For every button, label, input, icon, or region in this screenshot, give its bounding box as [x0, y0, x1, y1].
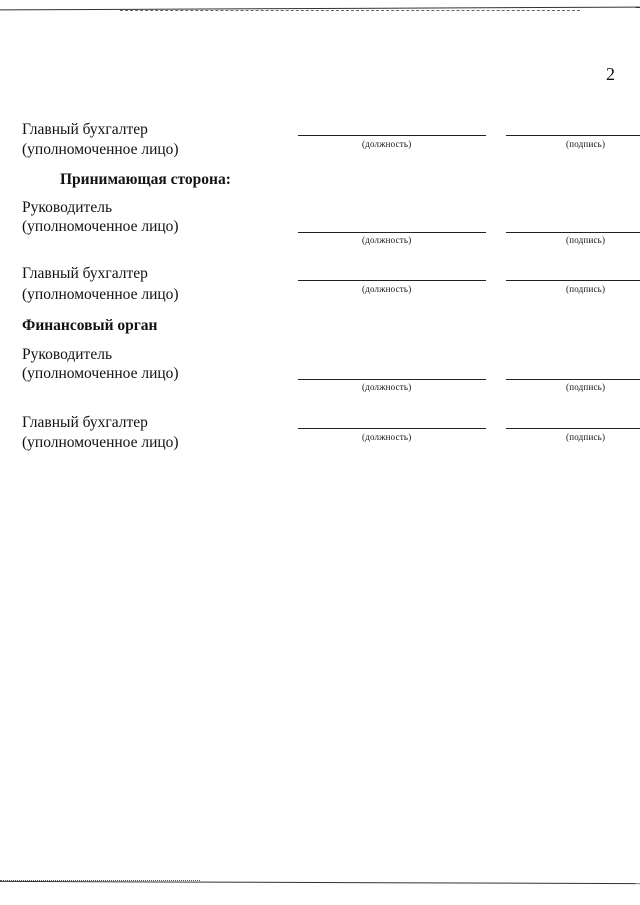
financial-body-heading: Финансовый орган [22, 317, 158, 334]
position-field[interactable] [298, 379, 486, 380]
position-field[interactable] [298, 428, 486, 429]
position-caption: (должность) [362, 432, 412, 442]
signature-field[interactable] [506, 280, 640, 281]
signatory-title: Руководитель [22, 346, 113, 363]
signature-caption: (подпись) [566, 284, 606, 294]
position-field[interactable] [298, 135, 486, 136]
signature-field[interactable] [506, 379, 640, 380]
signature-field[interactable] [506, 232, 640, 233]
position-caption: (должность) [362, 139, 412, 149]
scan-edge-top-noise [120, 10, 580, 11]
signatory-subtitle: (уполномоченное лицо) [22, 141, 179, 158]
signature-caption: (подпись) [566, 432, 606, 442]
signatory-title: Руководитель [22, 199, 113, 216]
signature-caption: (подпись) [566, 139, 606, 149]
signatory-subtitle: (уполномоченное лицо) [22, 434, 179, 451]
position-caption: (должность) [362, 382, 412, 392]
signature-caption: (подпись) [566, 235, 606, 245]
position-field[interactable] [298, 232, 486, 233]
scan-edge-bottom-noise [0, 880, 200, 881]
position-caption: (должность) [362, 235, 412, 245]
signatory-title: Главный бухгалтер [22, 414, 148, 431]
signatory-subtitle: (уполномоченное лицо) [22, 365, 179, 382]
receiving-party-heading: Принимающая сторона: [60, 171, 231, 188]
signatory-subtitle: (уполномоченное лицо) [22, 286, 179, 303]
page-number: 2 [606, 64, 615, 84]
scan-edge-bottom [0, 881, 640, 884]
position-caption: (должность) [362, 284, 412, 294]
position-field[interactable] [298, 280, 486, 281]
signatory-title: Главный бухгалтер [22, 265, 148, 282]
signature-caption: (подпись) [566, 382, 606, 392]
signatory-title: Главный бухгалтер [22, 121, 148, 138]
signature-field[interactable] [506, 135, 640, 136]
signatory-subtitle: (уполномоченное лицо) [22, 218, 179, 235]
signature-field[interactable] [506, 428, 640, 429]
